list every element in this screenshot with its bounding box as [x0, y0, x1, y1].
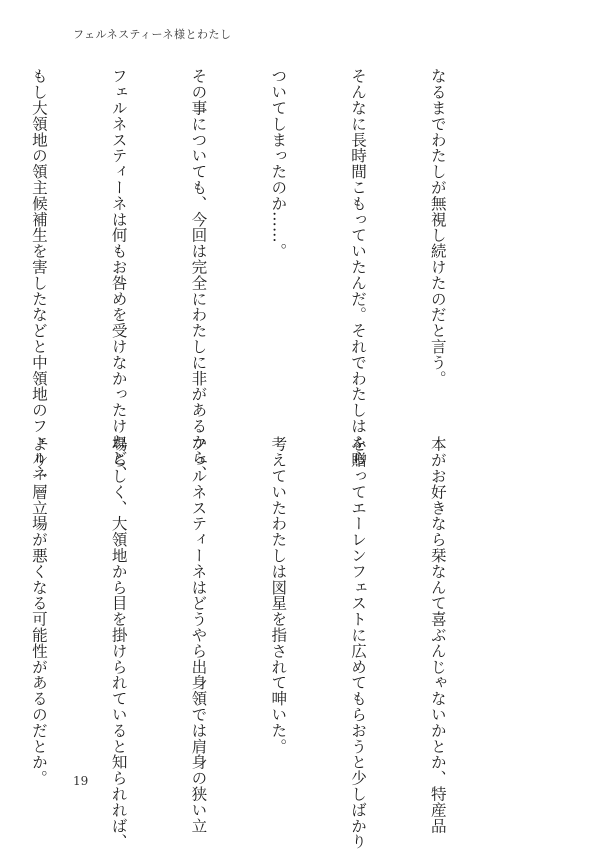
text-line: その事についても、今回は完全にわたしに非があるから、	[189, 68, 208, 482]
running-head: フェルネスティーネ様とわたし	[73, 28, 232, 41]
text-line: なるまでわたしが無視し続けたのだと言う。	[428, 68, 447, 386]
text-line: 本がお好きなら栞なんて喜ぶんじゃないかとか、特産品	[428, 436, 447, 834]
text-line: フェルネスティーネはどうやら出身領では肩身の狭い立	[189, 436, 208, 834]
text-line: 場らしく、大領地から目を掛けられていると知られれば、	[109, 436, 128, 849]
text-line: 考えていたわたしは図星を指されて呻いた。	[269, 436, 288, 754]
text-line: より一層立場が悪くなる可能性があるのだとか。	[29, 436, 48, 786]
text-line: フェルネスティーネは何もお咎めを受けなかったけれど、	[109, 68, 128, 482]
text-line: ついてしまったのか……。	[269, 68, 288, 259]
text-line: もし大領地の領主候補生を害したなどと中領地のフェルネ	[29, 68, 48, 482]
text-line: そんなに長時間こもっていたんだ。それでわたしはふら	[349, 68, 368, 466]
page-number: 19	[73, 774, 89, 788]
upper-text-block	[0, 68, 504, 482]
text-line: を贈ってエーレンフェストに広めてもらおうと少しばかり	[349, 436, 368, 849]
